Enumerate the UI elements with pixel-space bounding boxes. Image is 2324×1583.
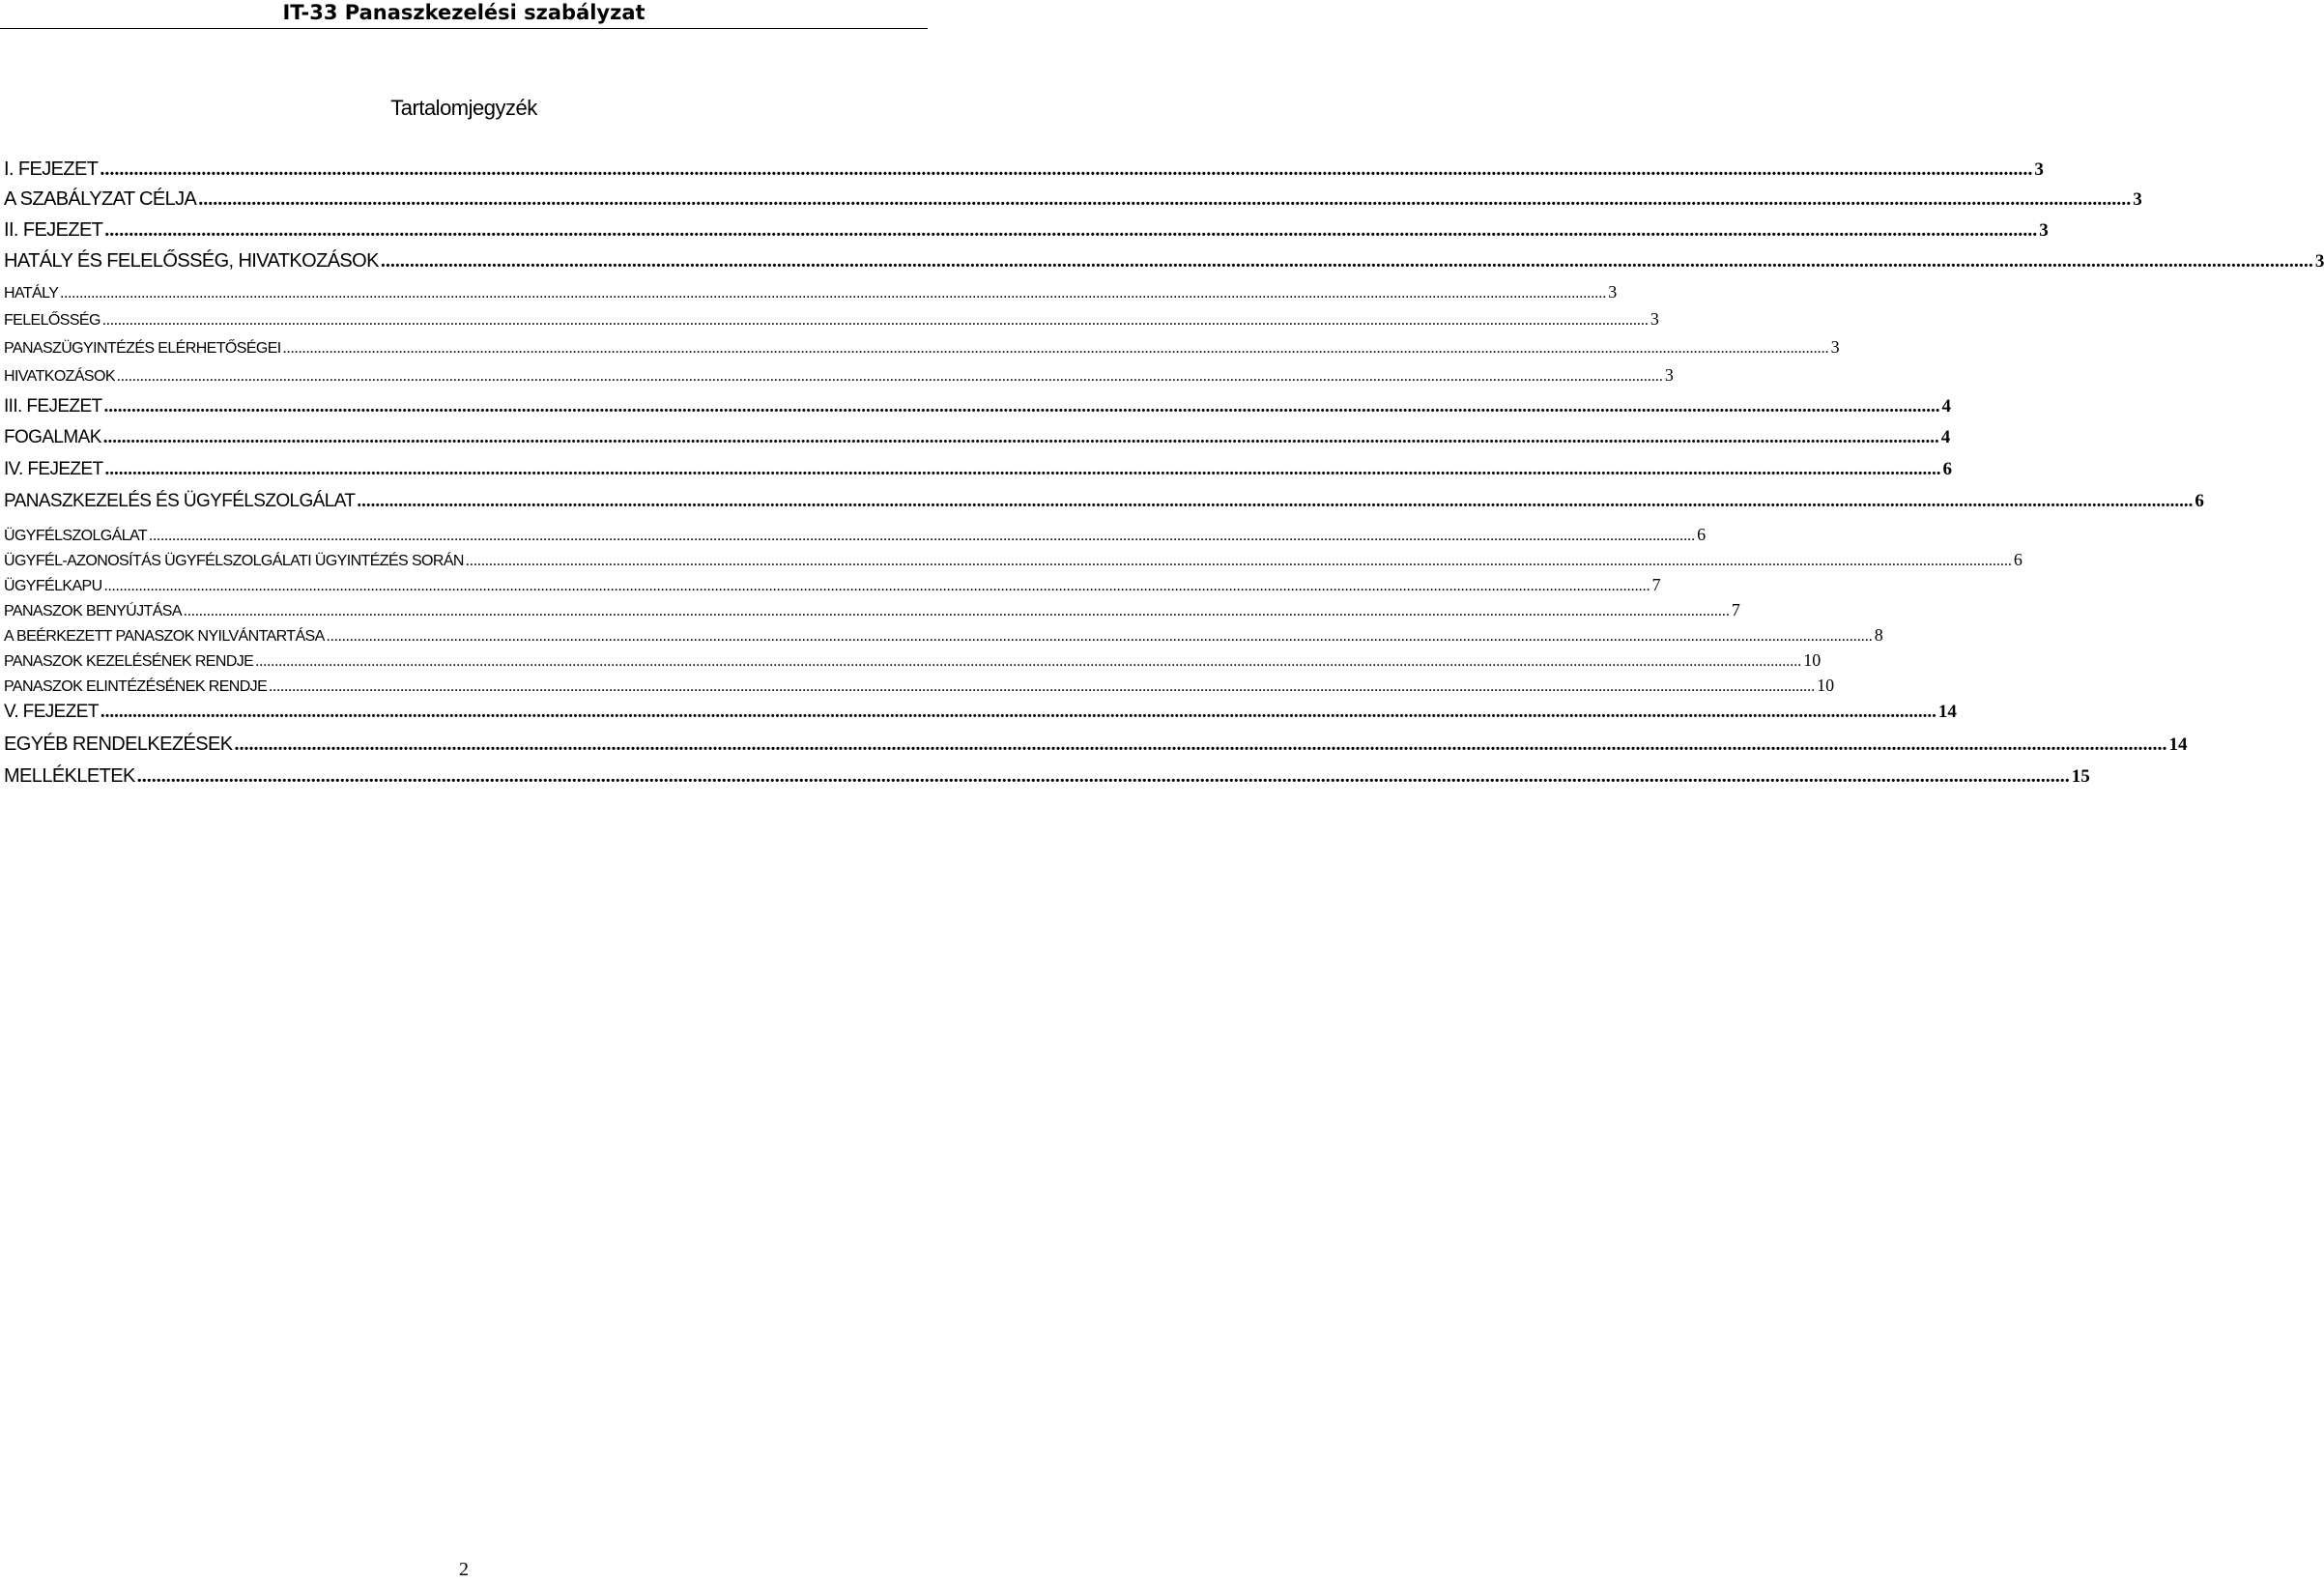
toc-entry[interactable] [4,458,1953,485]
header-divider [0,28,928,29]
toc-entry-label: A SZABÁLYZAT CÉLJA [4,188,197,210]
toc-dot-leader: ................................................................................................................................................................................................................................................................................................................................................................................................................ [380,250,2313,272]
toc-entry-label: A BEÉRKEZETT PANASZOK NYILVÁNTARTÁSA [4,628,325,645]
toc-entry-page: 3 [1608,282,1618,302]
toc-entry-label: EGYÉB RENDELKEZÉSEK [4,734,233,755]
toc-dot-leader: ................................................................................................................................................................................................................................................................................................................................................................................................................ [104,459,1941,479]
toc-dot-leader: ................................................................................................................................................................................................................................................................................................................................................................................................................ [104,219,2038,241]
toc-dot-leader: ................................................................................................................................................................................................................................................................................................................................................................................................................ [101,312,1649,329]
toc-entry-page: 3 [1830,337,1840,357]
toc-dot-leader: ................................................................................................................................................................................................................................................................................................................................................................................................................ [255,653,1802,670]
page-number: 2 [459,1559,469,1580]
toc-entry[interactable] [4,364,1674,391]
toc-entry-page: 14 [1937,702,1957,722]
toc-entry[interactable] [4,187,2142,214]
toc-entry-label: ÜGYFÉLSZOLGÁLAT [4,528,148,544]
toc-entry[interactable] [4,308,1659,335]
toc-entry[interactable] [4,599,1740,626]
toc-entry[interactable] [4,624,1883,651]
toc-entry[interactable] [4,217,2049,245]
toc-entry[interactable] [4,649,1822,676]
toc-entry-label: ÜGYFÉL-AZONOSÍTÁS ÜGYFÉLSZOLGÁLATI ÜGYINTÉZÉS SORÁN [4,553,464,569]
toc-entry-page: 3 [2314,251,2324,272]
toc-dot-leader: ................................................................................................................................................................................................................................................................................................................................................................................................................ [116,368,1663,385]
toc-entry-label: V. FEJEZET [4,702,99,722]
toc-entry[interactable] [4,763,2090,791]
toc-dot-leader: ................................................................................................................................................................................................................................................................................................................................................................................................................ [326,628,1873,645]
toc-entry-page: 4 [1940,427,1951,447]
toc-entry[interactable] [4,490,2204,517]
toc-dot-leader: ................................................................................................................................................................................................................................................................................................................................................................................................................ [100,158,2033,180]
toc-entry[interactable] [4,675,1835,702]
toc-dot-leader: ................................................................................................................................................................................................................................................................................................................................................................................................................ [103,396,1940,417]
toc-dot-leader: ................................................................................................................................................................................................................................................................................................................................................................................................................ [102,427,1939,447]
toc-entry-page: 6 [1942,459,1953,479]
toc-entry[interactable] [4,281,1618,308]
toc-dot-leader: ................................................................................................................................................................................................................................................................................................................................................................................................................ [136,765,2070,787]
toc-entry-page: 7 [1651,575,1661,594]
toc-entry[interactable] [4,248,2324,275]
toc-entry[interactable] [4,157,2044,184]
toc-entry-page: 6 [2013,550,2023,569]
toc-dot-leader: ................................................................................................................................................................................................................................................................................................................................................................................................................ [183,603,1730,619]
toc-entry-label: FELELŐSSÉG [4,312,100,329]
toc-entry-label: PANASZÜGYINTÉZÉS ELÉRHETŐSÉGEI [4,340,281,357]
toc-entry-page: 4 [1941,396,1952,417]
toc-entry[interactable] [4,524,1707,551]
toc-entry-page: 3 [1650,309,1659,329]
toc-dot-leader: ................................................................................................................................................................................................................................................................................................................................................................................................................ [149,528,1696,544]
toc-entry-page: 3 [2039,220,2049,241]
toc-entry-page: 10 [1817,676,1835,695]
toc-entry[interactable] [4,426,1951,453]
toc-entry-page: 7 [1731,600,1740,619]
toc-entry-page: 3 [2034,159,2044,180]
toc-entry-label: HATÁLY ÉS FELELŐSSÉG, HIVATKOZÁSOK [4,250,379,272]
toc-title: Tartalomjegyzék [390,96,537,120]
toc-entry[interactable] [4,549,2023,576]
toc-entry-label: PANASZOK ELINTÉZÉSÉNEK RENDJE [4,678,268,695]
toc-dot-leader: ................................................................................................................................................................................................................................................................................................................................................................................................................ [357,491,2194,511]
toc-entry-label: IV. FEJEZET [4,459,103,479]
toc-entry-label: I. FEJEZET [4,158,99,180]
toc-entry-label: MELLÉKLETEK [4,765,135,787]
toc-entry-page: 6 [1697,525,1707,544]
toc-entry-label: PANASZOK KEZELÉSÉNEK RENDJE [4,653,254,670]
toc-entry[interactable] [4,574,1661,601]
toc-entry[interactable] [4,336,1840,363]
document-header-title: IT-33 Panaszkezelési szabályzat [282,1,646,24]
toc-dot-leader: ................................................................................................................................................................................................................................................................................................................................................................................................................ [234,734,2167,755]
toc-dot-leader: ................................................................................................................................................................................................................................................................................................................................................................................................................ [269,678,1816,695]
toc-entry-label: ÜGYFÉLKAPU [4,578,102,594]
toc-entry[interactable] [4,701,1957,728]
document-header [0,0,928,29]
toc-entry-label: HATÁLY [4,285,59,302]
toc-dot-leader: ................................................................................................................................................................................................................................................................................................................................................................................................................ [100,702,1937,722]
toc-dot-leader: ................................................................................................................................................................................................................................................................................................................................................................................................................ [198,188,2132,210]
toc-entry-label: PANASZKEZELÉS ÉS ÜGYFÉLSZOLGÁLAT [4,491,356,511]
toc-entry-page: 10 [1803,650,1822,670]
toc-dot-leader: ................................................................................................................................................................................................................................................................................................................................................................................................................ [103,578,1650,594]
toc-entry-page: 15 [2071,766,2090,787]
toc-entry[interactable] [4,732,2188,759]
toc-entry-page: 3 [2133,189,2142,210]
toc-entry-label: FOGALMAK [4,427,101,447]
toc-entry-page: 14 [2168,734,2188,755]
toc-entry-label: HIVATKOZÁSOK [4,368,115,385]
toc-entry[interactable] [4,395,1952,422]
toc-entry-page: 3 [1664,365,1674,385]
toc-entry-label: PANASZOK BENYÚJTÁSA [4,603,182,619]
toc-dot-leader: ................................................................................................................................................................................................................................................................................................................................................................................................................ [60,285,1607,302]
toc-entry-label: III. FEJEZET [4,396,102,417]
toc-entry-label: II. FEJEZET [4,219,103,241]
toc-entry-page: 8 [1874,625,1883,645]
toc-entry-page: 6 [2195,491,2204,511]
toc-dot-leader: ................................................................................................................................................................................................................................................................................................................................................................................................................ [282,340,1829,357]
toc-dot-leader: ................................................................................................................................................................................................................................................................................................................................................................................................................ [465,553,2012,569]
